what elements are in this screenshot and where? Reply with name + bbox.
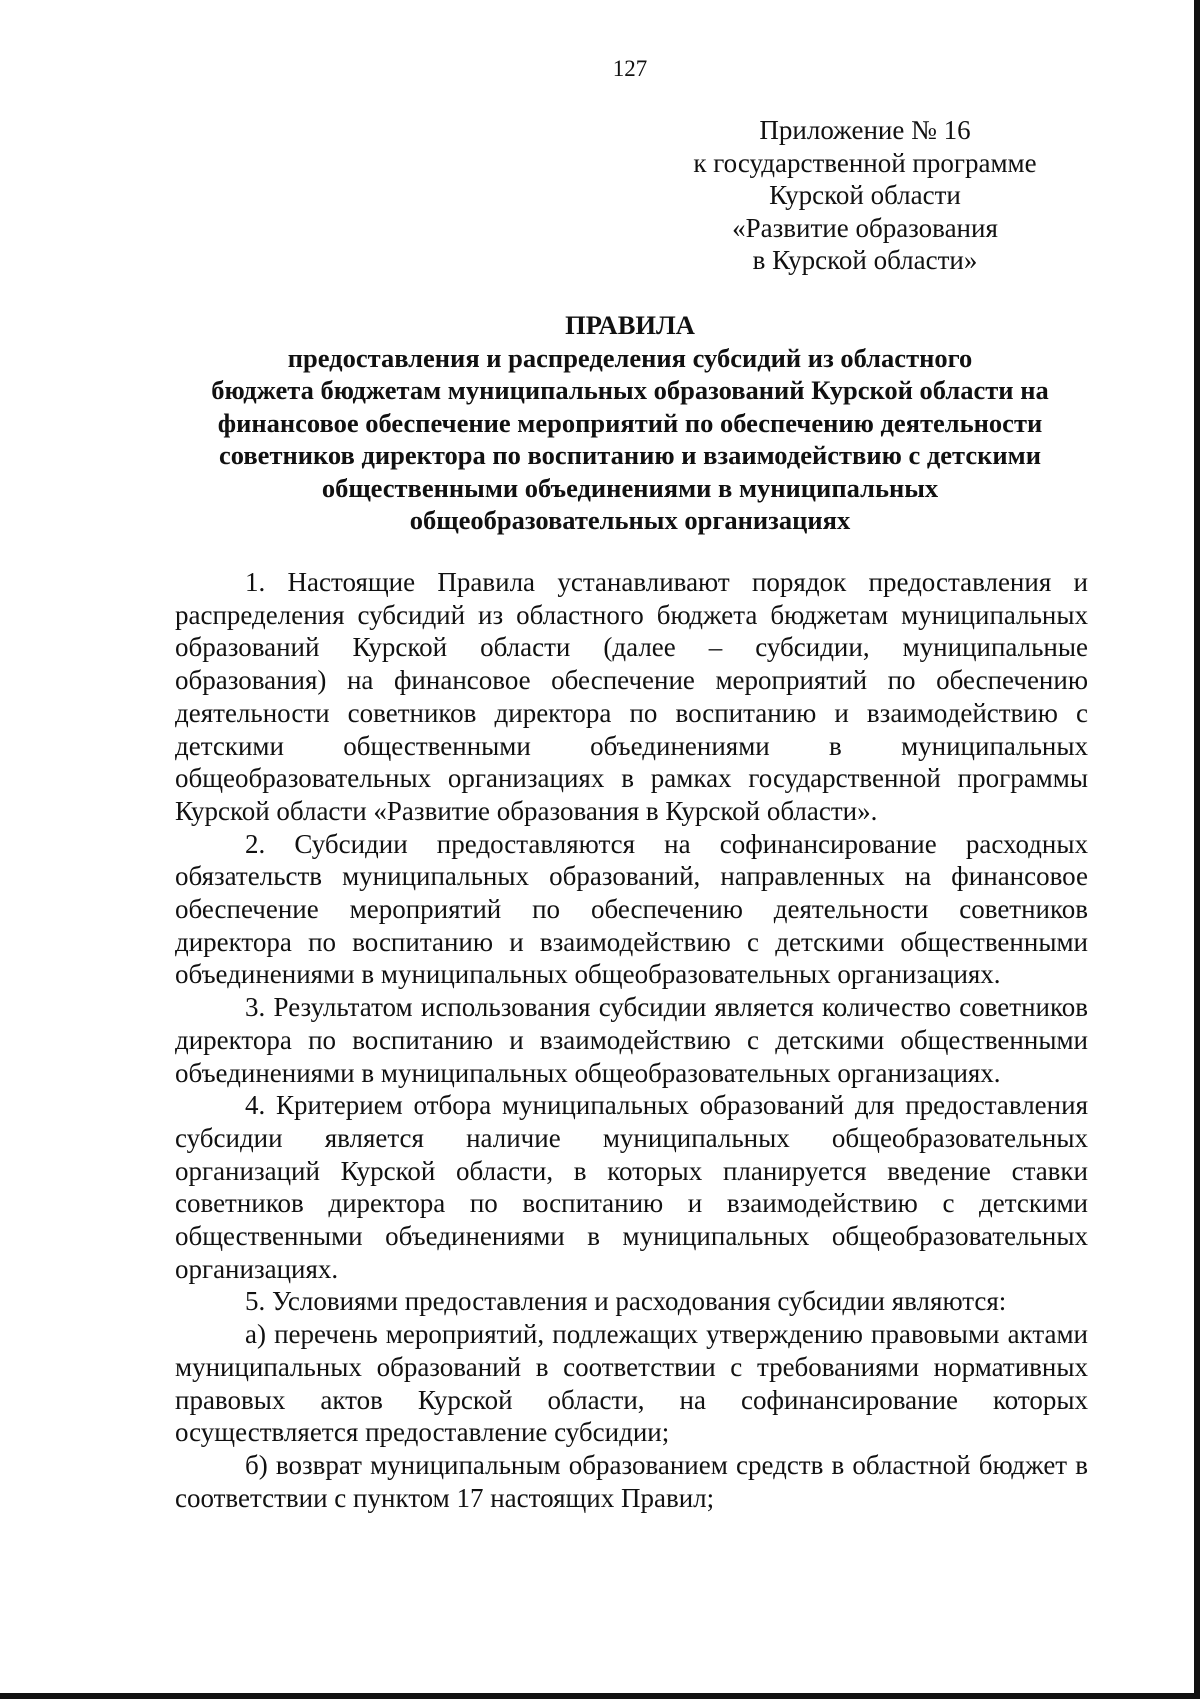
paragraph-1: 1. Настоящие Правила устанавливают порядок предоставления и распределения субсидий из областного бюджета бюджетам муниципальных образований Курской области (далее – субсидии, муниципальные образования) на финансовое обеспечение мероприятий по обеспечению деятельности советников директора по воспитанию и взаимодействию с детскими общественными объединениями в муниципальных общеобразовательных организациях в рамках государственной программы Курской области «Развитие образования в Курской области». bbox=[175, 567, 1088, 826]
appendix-line: Приложение № 16 bbox=[759, 115, 971, 145]
page-number: 127 bbox=[612, 56, 648, 81]
paragraph-5a: а) перечень мероприятий, подлежащих утверждению правовыми актами муниципальных образований в соответствии с требованиями нормативных правовых актов Курской области, на софинансирование которых осуществляется предоставление субсидии; bbox=[175, 1319, 1088, 1448]
page-edge-bottom bbox=[0, 1693, 1200, 1699]
appendix-line: Курской области bbox=[769, 180, 961, 210]
title-heading: ПРАВИЛА bbox=[565, 310, 695, 340]
title-line: общеобразовательных организациях bbox=[409, 505, 851, 535]
document-body bbox=[175, 566, 1088, 1514]
paragraph-3: 3. Результатом использования субсидии является количество советников директора по воспитанию и взаимодействию с детскими общественными объединениями в муниципальных общеобразовательных организациях. bbox=[175, 992, 1088, 1088]
paragraph-2: 2. Субсидии предоставляются на софинансирование расходных обязательств муниципальных образований, направленных на финансовое обеспечение мероприятий по обеспечению деятельности советников директора по воспитанию и взаимодействию с детскими общественными объединениями в муниципальных общеобразовательных организациях. bbox=[175, 828, 1088, 990]
title-line: предоставления и распределения субсидий из областного bbox=[287, 342, 973, 373]
title-line: финансовое обеспечение мероприятий по обеспечению деятельности bbox=[217, 407, 1043, 438]
appendix-line: «Развитие образования bbox=[732, 212, 998, 243]
paragraph-5: 5. Условиями предоставления и расходования субсидии являются: bbox=[245, 1286, 1007, 1317]
paragraph-4: 4. Критерием отбора муниципальных образований для предоставления субсидии является наличие муниципальных общеобразовательных организаций Курской области, в которых планируется введение ставки советников директора по воспитанию и взаимодействию с детскими общественными объединениями в муниципальных общеобразовательных организациях. bbox=[175, 1090, 1088, 1284]
appendix-line: в Курской области» bbox=[752, 245, 978, 275]
appendix-line: к государственной программе bbox=[693, 147, 1037, 178]
paragraph-5b: б) возврат муниципальным образованием средств в областной бюджет в соответствии с пунктом 17 настоящих Правил; bbox=[175, 1449, 1088, 1513]
page-edge-right bbox=[1194, 0, 1200, 1699]
title-line: бюджета бюджетам муниципальных образований Курской области на bbox=[211, 375, 1049, 405]
title-line: советников директора по воспитанию и взаимодействию с детскими bbox=[219, 440, 1041, 470]
document-title bbox=[170, 309, 1090, 537]
title-line: общественными объединениями в муниципальных bbox=[321, 472, 939, 503]
appendix-reference bbox=[660, 114, 1070, 277]
